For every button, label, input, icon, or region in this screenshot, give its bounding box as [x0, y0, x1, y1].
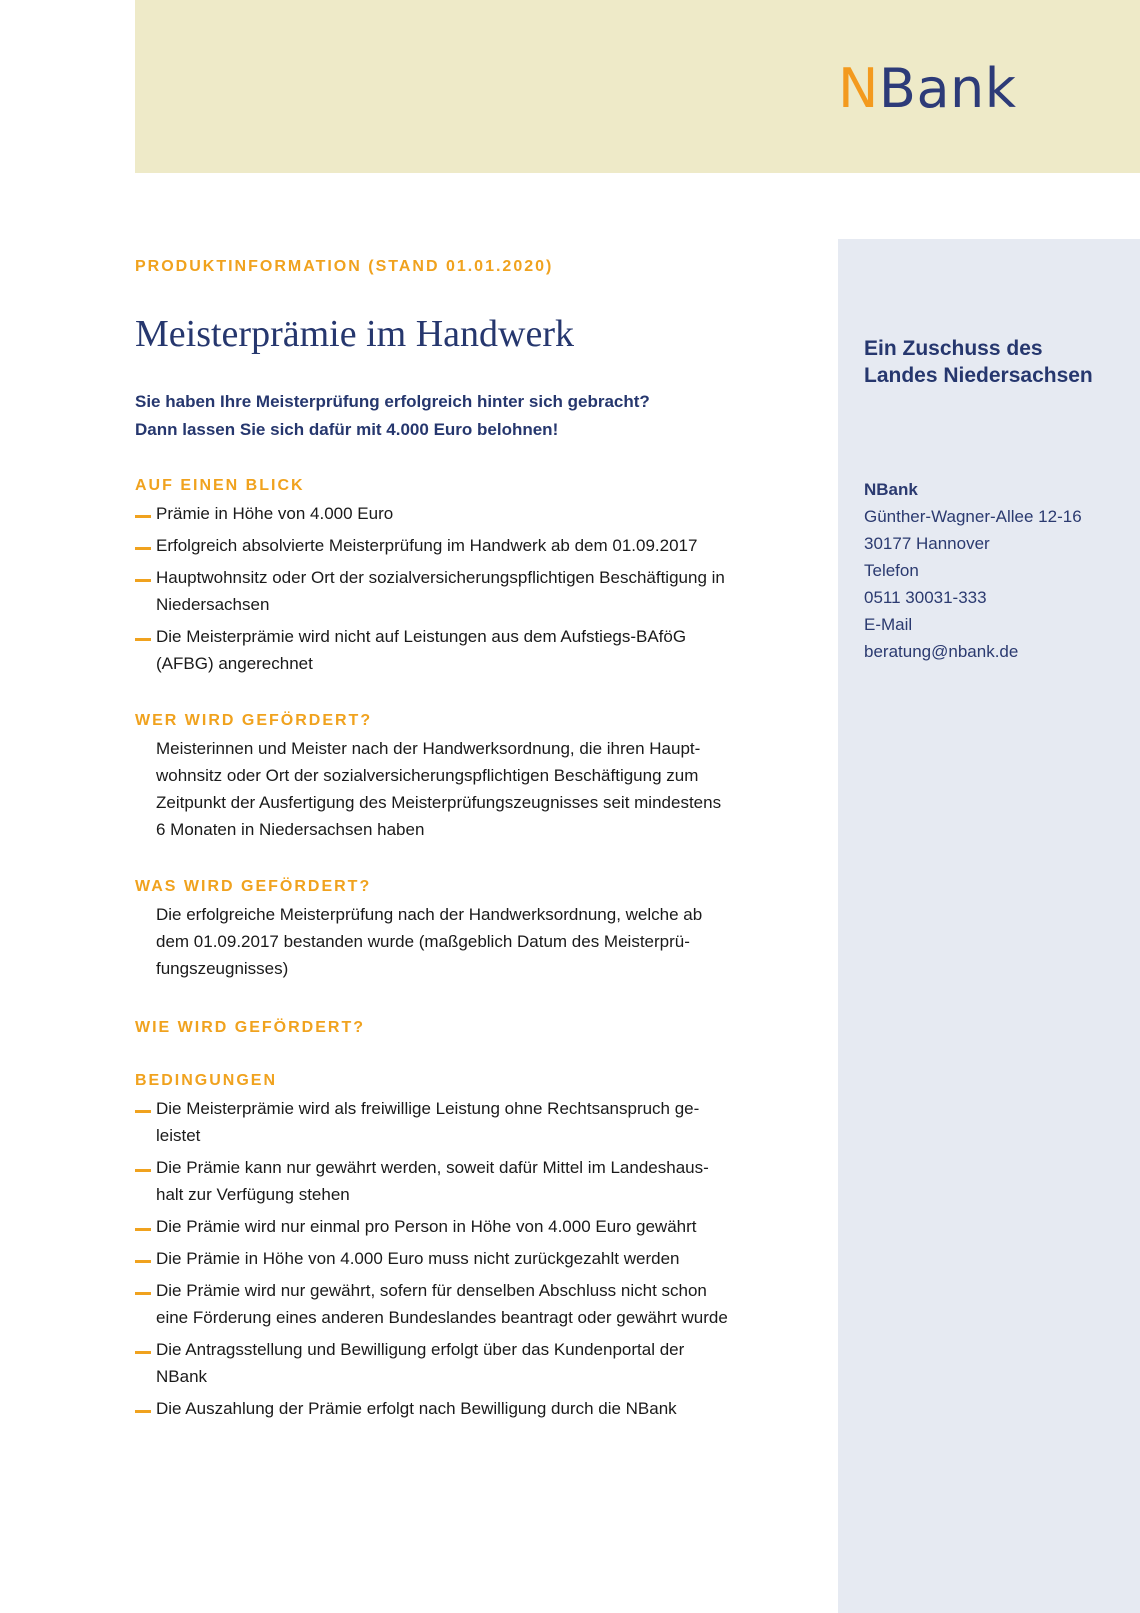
- section-heading: AUF EINEN BLICK: [135, 476, 305, 494]
- section-wer: [135, 711, 735, 843]
- dash-bullet-icon: [135, 547, 151, 550]
- list-item: Die Prämie wird nur einmal pro Person in Höhe von 4.000 Euro gewährt: [135, 1213, 735, 1240]
- tagline-line: Landes Niedersachsen: [864, 364, 1093, 387]
- section-was: [135, 877, 735, 982]
- list-item: Die Meisterprämie wird als freiwillige Leistung ohne Rechtsanspruch ge-leistet: [135, 1095, 735, 1149]
- section-auf-einen-blick: [135, 476, 735, 677]
- list-item: Hauptwohnsitz oder Ort der sozialversicherungspflichtigen Beschäftigung in Niedersachsen: [135, 564, 735, 618]
- list-item: Prämie in Höhe von 4.000 Euro: [135, 500, 735, 527]
- dash-bullet-icon: [135, 1228, 151, 1231]
- dash-bullet-icon: [135, 1110, 151, 1113]
- logo-wordmark: Bank: [878, 57, 1017, 120]
- list-item: Die Prämie in Höhe von 4.000 Euro muss nicht zurückgezahlt werden: [135, 1245, 735, 1272]
- section-heading: WIE WIRD GEFÖRDERT?: [135, 1018, 365, 1036]
- contact-phone: 0511 30031-333: [864, 588, 987, 607]
- sidebar-tagline: [864, 335, 1124, 389]
- section-text: Die erfolgreiche Meisterprüfung nach der Handwerksordnung, welche ab dem 01.09.2017 bestanden wurde (maßgeblich Datum des Meisterprü-fungszeugnisses): [156, 904, 703, 978]
- list-item: Die Prämie wird nur gewährt, sofern für denselben Abschluss nicht schon eine Förderung eines anderen Bundeslandes beantragt oder gewährt wurde: [135, 1277, 735, 1331]
- side-panel: [838, 239, 1140, 1613]
- section-bedingungen: [135, 1071, 735, 1422]
- bullet-list: [135, 1095, 735, 1422]
- dash-bullet-icon: [135, 579, 151, 582]
- lead-line: Sie haben Ihre Meisterprüfung erfolgreich hinter sich gebracht?: [135, 391, 650, 411]
- list-item: Die Prämie kann nur gewährt werden, soweit dafür Mittel im Landeshaus-halt zur Verfügung stehen: [135, 1154, 735, 1208]
- tagline-line: Ein Zuschuss des: [864, 337, 1043, 360]
- dash-bullet-icon: [135, 1260, 151, 1263]
- contact-street: Günther-Wagner-Allee 12-16: [864, 507, 1082, 526]
- dash-bullet-icon: [135, 638, 151, 641]
- list-item: Die Antragsstellung und Bewilligung erfolgt über das Kundenportal der NBank: [135, 1336, 735, 1390]
- section-heading: WER WIRD GEFÖRDERT?: [135, 711, 373, 729]
- contact-city: 30177 Hannover: [864, 534, 990, 553]
- dash-bullet-icon: [135, 1292, 151, 1295]
- nbank-logo: [838, 57, 1017, 120]
- dash-bullet-icon: [135, 1351, 151, 1354]
- lead-line: Dann lassen Sie sich dafür mit 4.000 Euro belohnen!: [135, 419, 559, 439]
- section-text: Meisterinnen und Meister nach der Handwerksordnung, die ihren Haupt-wohnsitz oder Ort der sozialversicherungspflichtigen Beschäftigung zum Zeitpunkt der Ausfertigung des Meisterprüfungszeugnisses seit mindestens 6 Monaten in Niedersachsen haben: [156, 738, 722, 839]
- contact-email: beratung@nbank.de: [864, 642, 1019, 661]
- contact-block: [864, 476, 1124, 665]
- bullet-list: [135, 500, 735, 677]
- logo-letter: N: [838, 57, 879, 120]
- contact-name: NBank: [864, 480, 918, 499]
- contact-phone-label: Telefon: [864, 561, 919, 580]
- contact-email-label: E-Mail: [864, 615, 913, 634]
- lead-text: [135, 388, 735, 444]
- page-title: Meisterprämie im Handwerk: [135, 313, 574, 355]
- dash-bullet-icon: [135, 1169, 151, 1172]
- list-item: Die Auszahlung der Prämie erfolgt nach Bewilligung durch die NBank: [135, 1395, 735, 1422]
- dash-bullet-icon: [135, 1410, 151, 1413]
- list-item: Die Meisterprämie wird nicht auf Leistungen aus dem Aufstiegs-BAföG (AFBG) angerechnet: [135, 623, 735, 677]
- dash-bullet-icon: [135, 515, 151, 518]
- section-heading: BEDINGUNGEN: [135, 1071, 278, 1089]
- main-content: [135, 258, 735, 1427]
- list-item: Erfolgreich absolvierte Meisterprüfung im Handwerk ab dem 01.09.2017: [135, 532, 735, 559]
- section-heading: WAS WIRD GEFÖRDERT?: [135, 877, 372, 895]
- document-eyebrow: PRODUKTINFORMATION (STAND 01.01.2020): [135, 258, 554, 275]
- section-wie: [135, 1018, 735, 1038]
